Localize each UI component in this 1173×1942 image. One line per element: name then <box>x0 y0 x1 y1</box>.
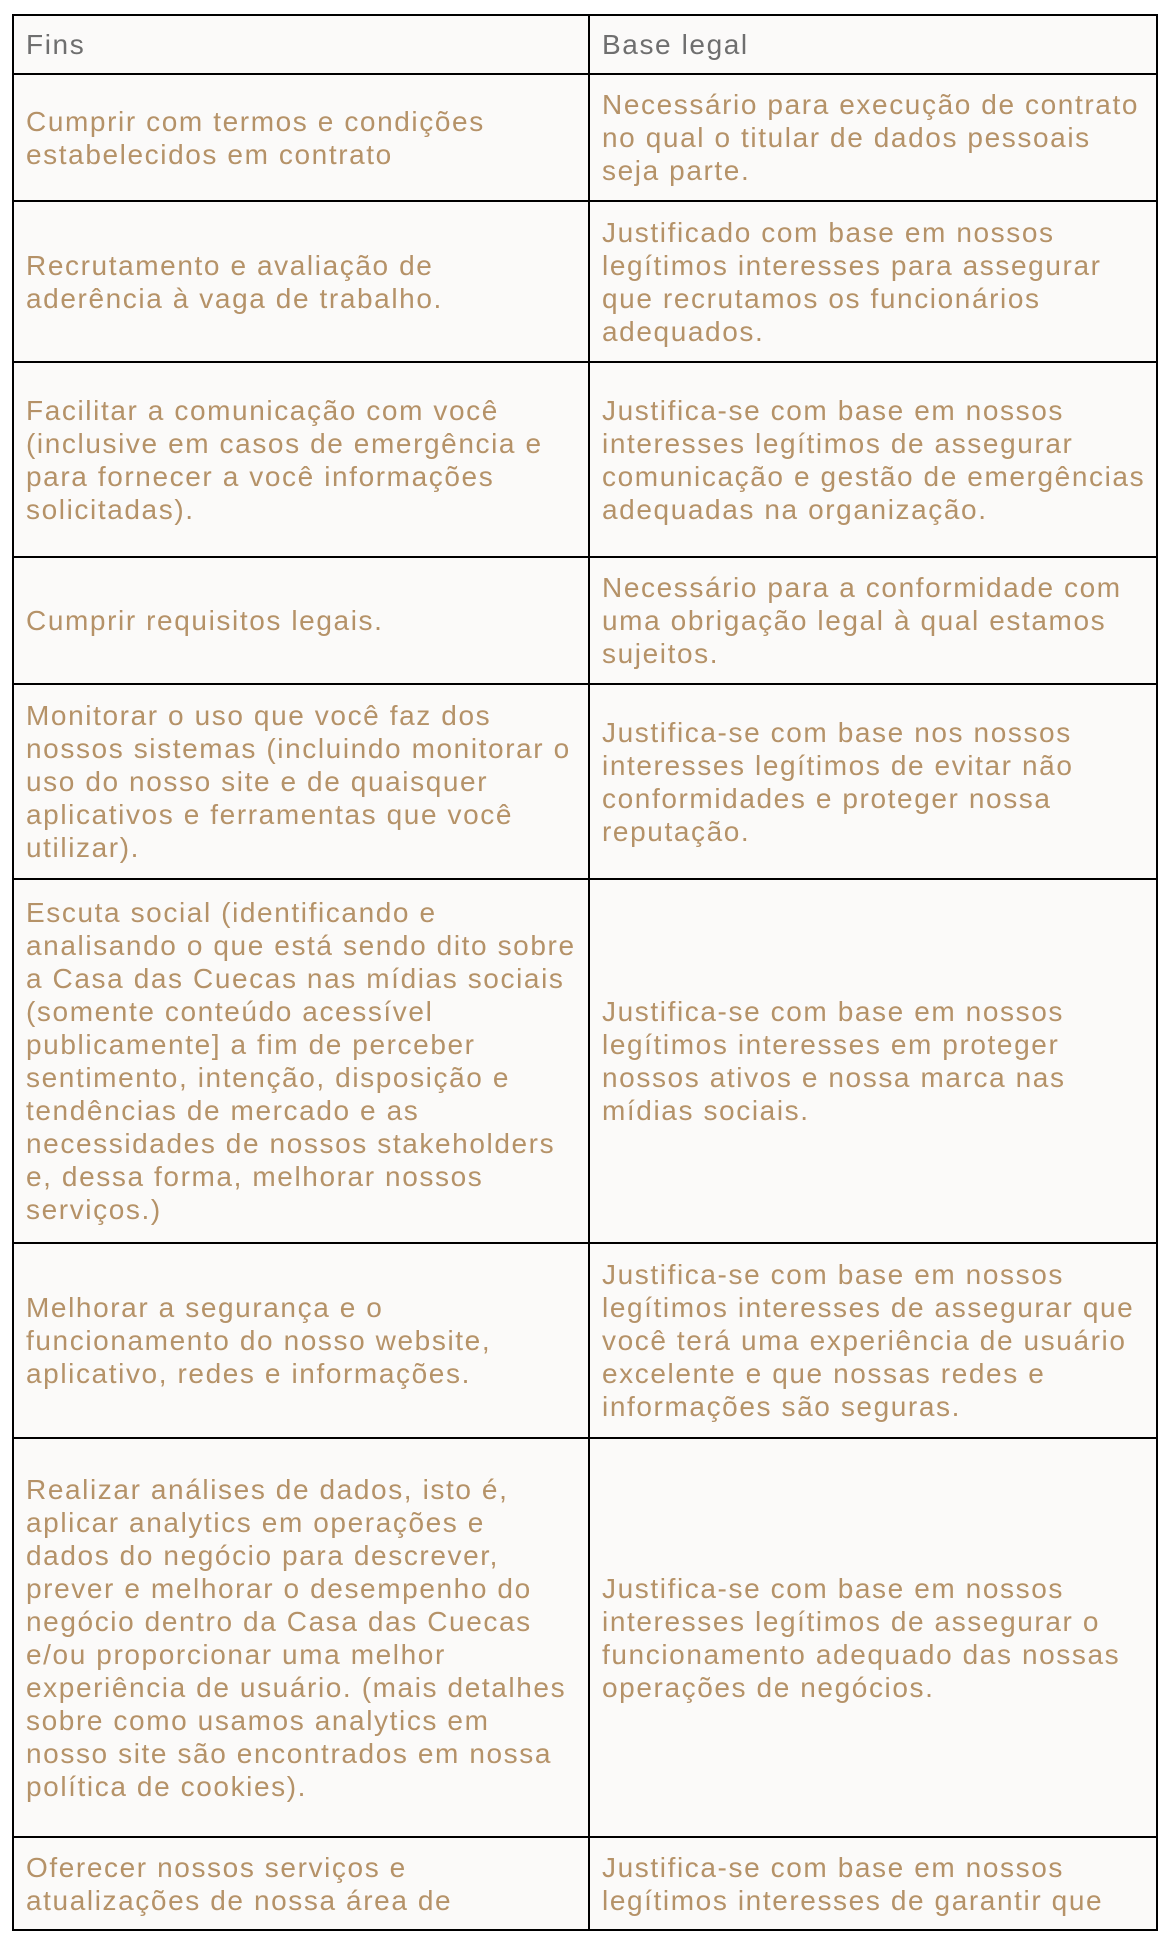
table-row <box>14 1837 1158 1930</box>
cell-fins <box>14 879 589 1243</box>
table-header-row <box>14 16 1158 74</box>
cell-base-legal-text: Justifica-se com base em nossos legítimos interesses de assegurar que você terá uma experiência de usuário excelente e que nossas redes e informações são seguras. <box>602 1259 1135 1422</box>
cell-fins <box>14 201 589 362</box>
cell-fins-text: Melhorar a segurança e o funcionamento do nosso website, aplicativo, redes e informações. <box>26 1292 492 1389</box>
cell-base-legal-text: Justifica-se com base em nossos interesses legítimos de assegurar comunicação e gestão de emergências adequadas na organização. <box>602 394 1146 525</box>
cell-fins-text: Escuta social (identificando e analisando o que está sendo dito sobre a Casa das Cuecas nas mídias sociais (somente conteúdo acessível publicamente] a fim de perceber sentimento, intenção, disposição e tendências de mercado e as necessidades de nossos stakeholders e, dessa forma, melhorar nossos serviços.) <box>26 897 576 1225</box>
cell-base-legal <box>589 1243 1158 1438</box>
table-row <box>14 1438 1158 1837</box>
cell-base-legal <box>589 362 1158 557</box>
cell-fins-text: Cumprir requisitos legais. <box>26 605 384 636</box>
cell-base-legal <box>589 557 1158 684</box>
legal-basis-table-container <box>12 14 1158 1931</box>
cell-fins-text: Cumprir com termos e condições estabelecidos em contrato <box>26 105 485 170</box>
cell-fins <box>14 74 589 201</box>
cell-base-legal-text: Justificado com base em nossos legítimos interesses para assegurar que recrutamos os funcionários adequados. <box>602 216 1102 347</box>
cell-base-legal <box>589 201 1158 362</box>
cell-base-legal-text: Necessário para a conformidade com uma obrigação legal à qual estamos sujeitos. <box>602 572 1122 669</box>
cell-fins-text: Recrutamento e avaliação de aderência à vaga de trabalho. <box>26 249 443 314</box>
cell-base-legal <box>589 1438 1158 1837</box>
cell-fins <box>14 1837 589 1930</box>
cell-base-legal <box>589 74 1158 201</box>
cell-fins-text: Facilitar a comunicação com você (inclusive em casos de emergência e para fornecer a você informações solicitadas). <box>26 394 543 525</box>
table-row <box>14 1243 1158 1438</box>
cell-base-legal <box>589 684 1158 879</box>
cell-fins-text: Realizar análises de dados, isto é, aplicar analytics em operações e dados do negócio para descrever, prever e melhorar o desempenho do negócio dentro da Casa das Cuecas e/ou proporcionar uma melhor experiência de usuário. (mais detalhes sobre como usamos analytics em nosso site são encontrados em nossa política de cookies). <box>26 1473 567 1802</box>
table-row <box>14 684 1158 879</box>
cell-fins-text: Oferecer nossos serviços e atualizações de nossa área de <box>26 1851 453 1916</box>
cell-base-legal-text: Justifica-se com base nos nossos interesses legítimos de evitar não conformidades e proteger nossa reputação. <box>602 716 1074 847</box>
legal-basis-table <box>14 16 1158 1931</box>
cell-base-legal <box>589 1837 1158 1930</box>
table-row <box>14 201 1158 362</box>
table-row <box>14 557 1158 684</box>
cell-base-legal <box>589 879 1158 1243</box>
table-row <box>14 362 1158 557</box>
cell-fins <box>14 684 589 879</box>
cell-fins <box>14 1243 589 1438</box>
cell-fins <box>14 362 589 557</box>
header-fins: Fins <box>14 16 589 74</box>
cell-base-legal-text: Justifica-se com base em nossos legítimos interesses de garantir que <box>602 1851 1104 1916</box>
header-base-legal: Base legal <box>589 16 1158 74</box>
cell-base-legal-text: Justifica-se com base em nossos interesses legítimos de assegurar o funcionamento adequado das nossas operações de negócios. <box>602 1572 1121 1703</box>
table-row <box>14 879 1158 1243</box>
table-row <box>14 74 1158 201</box>
cell-fins-text: Monitorar o uso que você faz dos nossos sistemas (incluindo monitorar o uso do nosso site e de quaisquer aplicativos e ferramentas que você utilizar). <box>26 700 571 863</box>
cell-fins <box>14 1438 589 1837</box>
cell-fins <box>14 557 589 684</box>
cell-base-legal-text: Justifica-se com base em nossos legítimos interesses em proteger nossos ativos e nossa marca nas mídias sociais. <box>602 996 1066 1126</box>
cell-base-legal-text: Necessário para execução de contrato no qual o titular de dados pessoais seja parte. <box>602 89 1139 186</box>
